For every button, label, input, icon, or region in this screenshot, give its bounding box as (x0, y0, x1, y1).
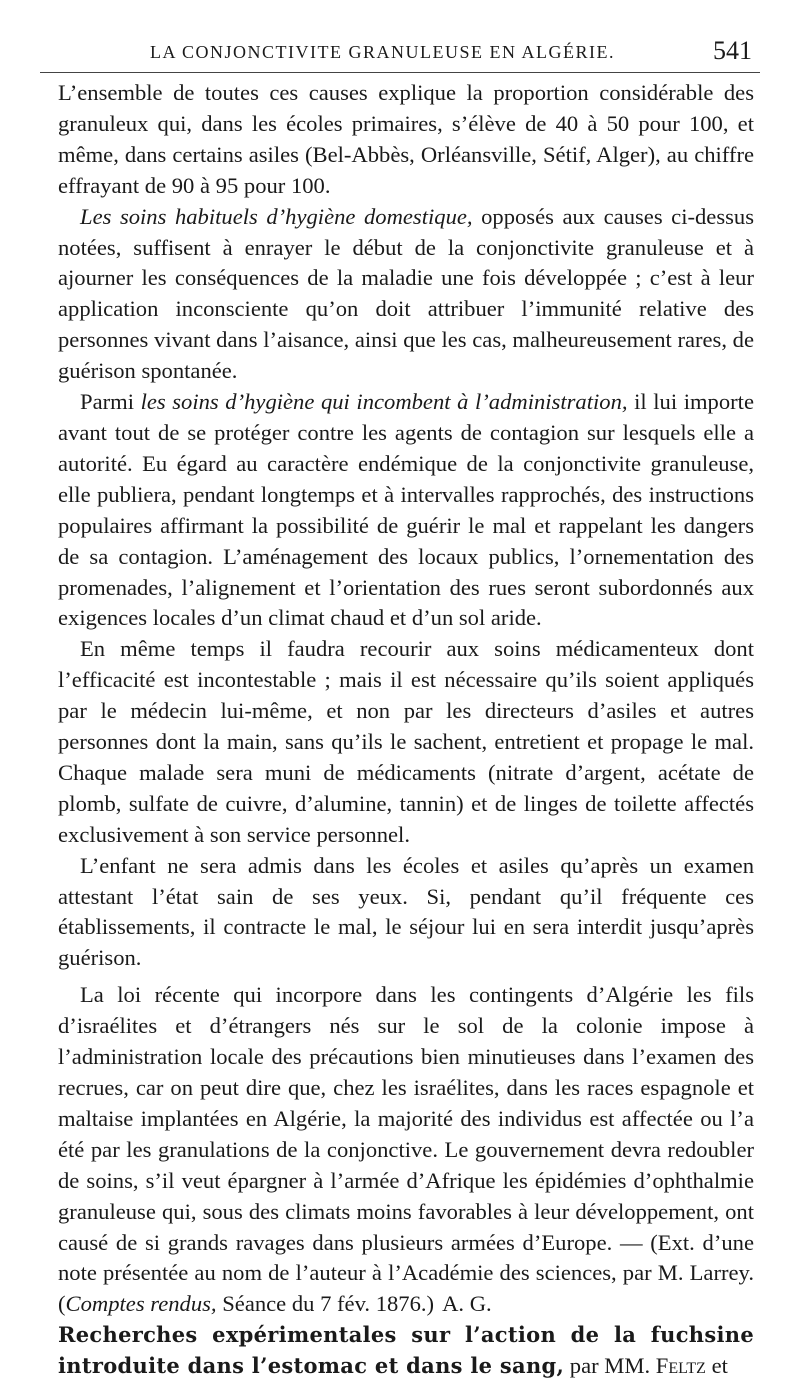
next-article-author: Feltz (655, 1353, 706, 1379)
paragraph-6-rest: Séance du 7 fév. 1876.) (216, 1291, 435, 1317)
next-article-heading (58, 1320, 754, 1382)
paragraph-5-text: L’enfant ne sera admis dans les écoles et asiles qu’après un examen attestant l’état sain de ses yeux. Si, pendant qu’il fréquente ces établissements, il contracte le mal, le séjour lui en sera interdit jusqu’après guérison. (58, 852, 754, 971)
paragraph-3-text: il lui importe avant tout de se protéger contre les agents de contagion sur lesquels elle a autorité. Eu égard au caractère endémique de la conjonctivite granuleuse, elle publiera, pendant longtemps et à intervalles rapprochés, des instructions populaires affirmant la possibilité de guérir le mal et rappelant les dangers de sa contagion. L’aménagement des locaux publics, l’ornementation des promenades, l’alignement et l’orientation des rues seront subordonnés aux exigences locales d’un climat chaud et d’un sol aride. (58, 389, 754, 631)
paragraph-3-italic: les soins d’hygiène qui incombent à l’administration, (140, 389, 628, 415)
next-article-tail: et (705, 1353, 728, 1379)
paragraph-4 (58, 634, 754, 850)
paragraph-6 (58, 980, 754, 1320)
page-number: 541 (713, 36, 752, 65)
body-text (58, 78, 754, 1382)
paragraph-3 (58, 387, 754, 634)
paragraph-4-text: En même temps il faudra recourir aux soins médicamenteux dont l’efficacité est incontestable ; mais il est nécessaire qu’ils soient appliqués par le médecin lui-même, et non par les directeurs d’asiles et autres personnes dont la main, sans qu’ils le sachent, entretient et propage le mal. Chaque malade sera muni de médicaments (nitrate d’argent, acétate de plomb, sulfate de cuivre, d’alumine, tannin) et de linges de toilette affectés exclusivement à son service personnel. (58, 636, 754, 847)
next-article-by: par MM. (564, 1353, 656, 1379)
paragraph-2-text: opposés aux causes ci-dessus notées, suffisent à enrayer le début de la conjonctivite granuleuse et à ajourner les conséquences de la maladie une fois développée ; c’est à leur application inconsciente qu’on doit attribuer l’immunité relative des personnes vivant dans l’aisance, ainsi que les cas, malheureusement rares, de guérison spontanée. (58, 203, 754, 384)
paragraph-6-text: La loi récente qui incorpore dans les contingents d’Algérie les fils d’israélites et d’étrangers nés sur le sol de la colonie impose à l’administration locale des précautions bien minutieuses dans l’examen des recrues, car on peut dire que, chez les israélites, dans les races espagnole et maltaise implantées en Algérie, la majorité des individus est affectée ou l’a été par les granulations de la conjonctive. Le gouvernement devra redoubler de soins, s’il veut épargner à l’armée d’Afrique les épidémies d’ophthalmie granuleuse qui, sous des climats moins favorables à leur développement, ont causé de si grands ravages dans plusieurs armées d’Europe. — (Ext. d’une note présentée au nom de l’auteur à l’Académie des sciences, par M. Larrey. ( (58, 982, 754, 1317)
paragraph-2 (58, 202, 754, 387)
running-title: LA CONJONCTIVITE GRANULEUSE EN ALGÉRIE. (150, 42, 615, 62)
paragraph-6-italic: Comptes rendus, (65, 1291, 217, 1317)
article-signature: A. G. (442, 1291, 492, 1317)
paragraph-3-lead: Parmi (80, 389, 141, 415)
paragraph-1 (58, 78, 754, 202)
paragraph-1-text: L’ensemble de toutes ces causes explique la proportion considérable des granuleux qui, dans les écoles primaires, s’élève de 40 à 50 pour 100, et même, dans certains asiles (Bel-Abbès, Orléansville, Sétif, Alger), au chiffre effrayant de 90 à 95 pour 100. (58, 80, 754, 198)
paragraph-5 (58, 851, 754, 975)
page-header (40, 36, 760, 73)
next-article-title: Recherches expérimentales sur l’action de la fuchsine introduite dans l’estomac et dans le sang, (58, 1322, 754, 1379)
paragraph-2-italic: Les soins habituels d’hygiène domestique, (80, 203, 473, 229)
